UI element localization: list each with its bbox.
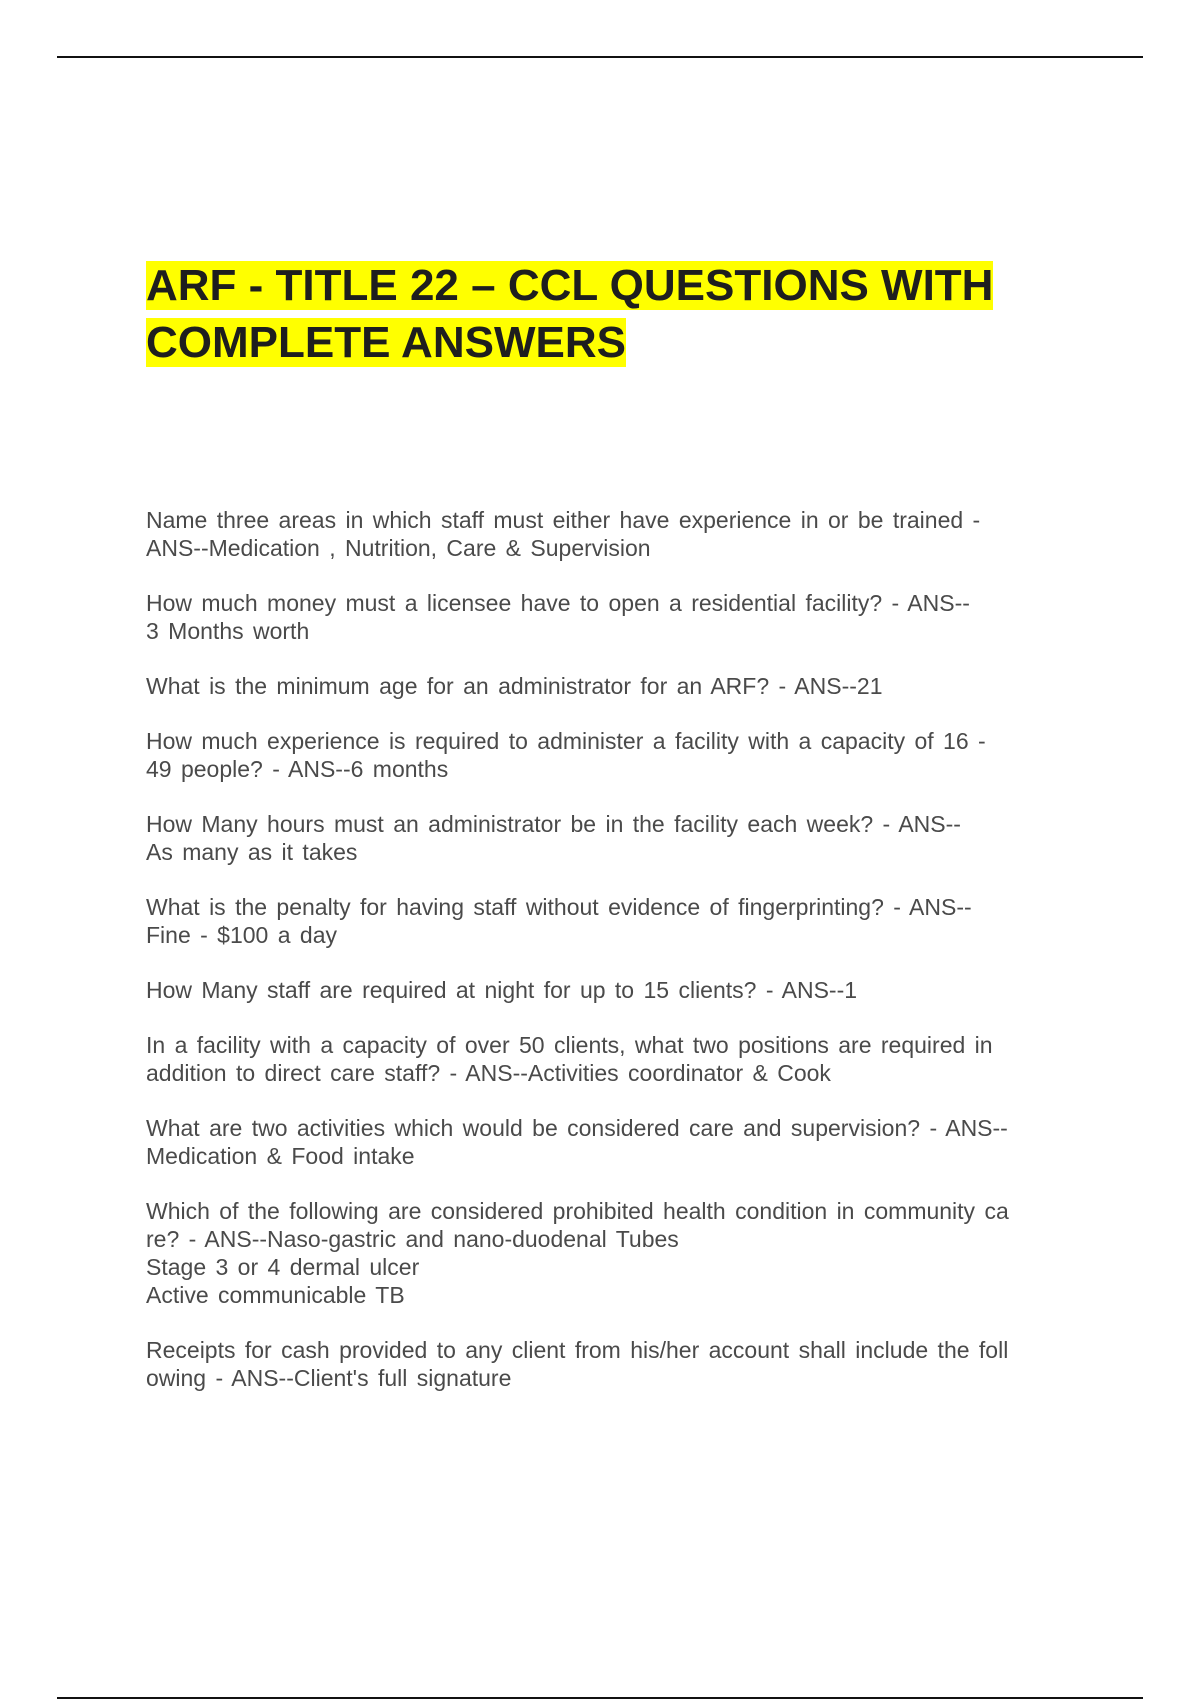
qa-item: How Many staff are required at night for up to 15 clients? - ANS--1 [146,977,858,1003]
qa-item: What is the minimum age for an administrator for an ARF? - ANS--21 [146,673,883,699]
top-rule [57,56,1143,58]
document-title [146,257,1106,371]
qa-item: How much experience is required to administer a facility with a capacity of 16 - 49 people? - ANS--6 months [146,728,986,782]
qa-item: Receipts for cash provided to any client from his/her account shall include the foll owing - ANS--Client's full signature [146,1337,1009,1391]
qa-item: Name three areas in which staff must either have experience in or be trained - ANS--Medication , Nutrition, Care & Supervision [146,507,981,561]
qa-item: Which of the following are considered prohibited health condition in community ca re? - ANS--Naso-gastric and nano-duodenal Tubes Stage 3 or 4 dermal ulcer Active communicable TB [146,1198,1009,1308]
qa-item: How Many hours must an administrator be in the facility each week? - ANS-- As many as it takes [146,811,961,865]
title-highlight: ARF - TITLE 22 – CCL QUESTIONS WITH COMPLETE ANSWERS [146,261,994,367]
qa-item: How much money must a licensee have to open a residential facility? - ANS-- 3 Months worth [146,590,970,644]
qa-list [146,506,1086,1419]
qa-item: What are two activities which would be considered care and supervision? - ANS-- Medication & Food intake [146,1115,1008,1169]
qa-item: What is the penalty for having staff without evidence of fingerprinting? - ANS-- Fine - $100 a day [146,894,972,948]
qa-item: In a facility with a capacity of over 50 clients, what two positions are required in addition to direct care staff? - ANS--Activities coordinator & Cook [146,1032,993,1086]
bottom-rule [57,1697,1143,1699]
